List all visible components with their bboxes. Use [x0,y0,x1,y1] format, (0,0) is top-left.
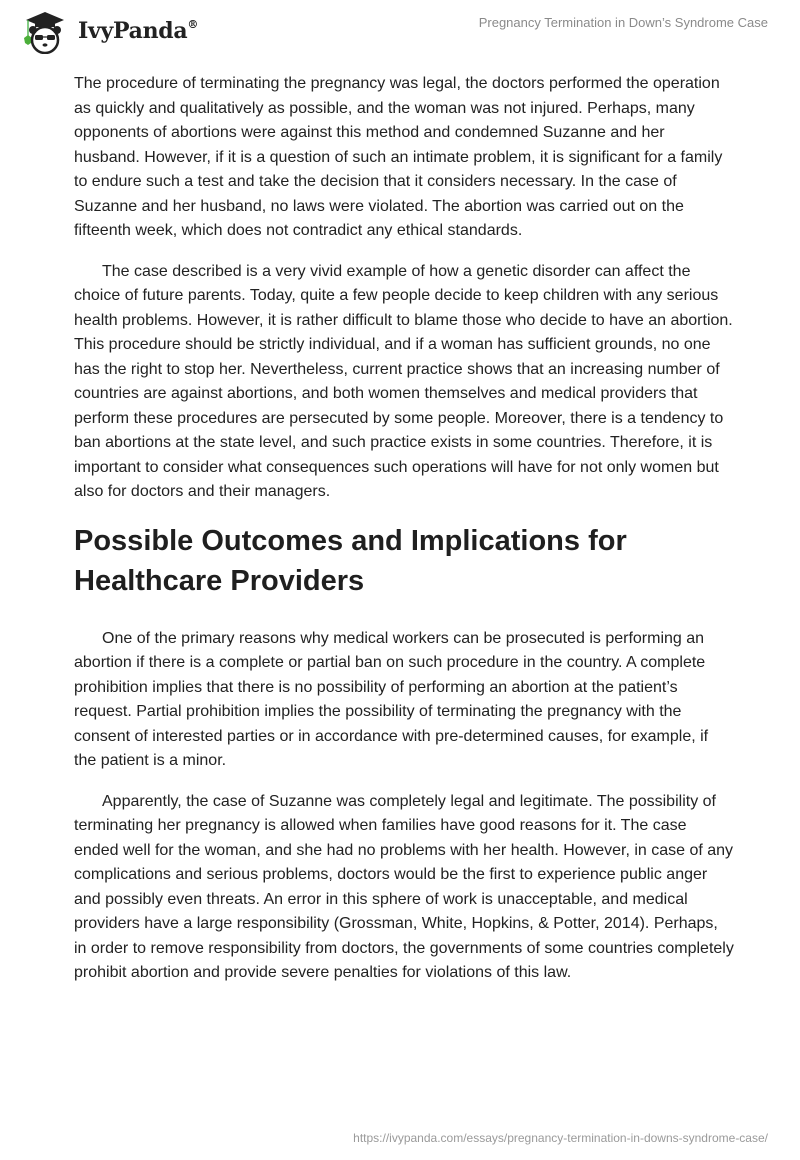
paragraph: Apparently, the case of Suzanne was completely legal and legitimate. The possibility of terminating her pregnancy is allowed when families have good reasons for it. The case ended well for the woman, and she had no problems with her health. However, in case of any complications and serious problems, doctors would be the first to experience public anger and possibly even threats. An error in this sphere of work is unacceptable, and medical providers have a large responsibility (Grossman, White, Hopkins, & Potter, 2014). Perhaps, in order to remove responsibility from doctors, the governments of some countries completely prohibit abortion and provide severe penalties for violations of this law. [74,792,734,981]
essay-body [74,72,734,1002]
section-heading: Possible Outcomes and Implications for Healthcare Providers [74,524,627,597]
panda-graduate-icon [18,8,72,54]
document-title: Pregnancy Termination in Down’s Syndrome Case [478,15,768,30]
page-header [0,0,800,60]
source-url[interactable]: https://ivypanda.com/essays/pregnancy-termination-in-downs-syndrome-case/ [353,1131,768,1145]
logo-text: IvyPanda® [78,17,199,44]
paragraph: One of the primary reasons why medical workers can be prosecuted is performing an abortion if there is a complete or partial ban on such procedure in the country. A complete prohibition implies that there is no possibility of performing an abortion at the patient’s request. Partial prohibition implies the possibility of terminating the pregnancy with the consent of interested parties or in accordance with pre-determined causes, for example, if the patient is a minor. [74,629,709,769]
ivypanda-logo[interactable] [18,8,198,54]
paragraph: The case described is a very vivid example of how a genetic disorder can affect the choice of future parents. Today, quite a few people decide to keep children with any serious health problems. However, it is rather difficult to blame those who decide to have an abortion. This procedure should be strictly individual, and if a woman has sufficient grounds, no one has the right to stop her. Nevertheless, current practice shows that an increasing number of countries are against abortions, and both women themselves and medical providers that perform these procedures are persecuted by some people. Moreover, there is a tendency to ban abortions at the state level, and such practice exists in some countries. Therefore, it is important to consider what consequences such operations will have for not only women but also for doctors and their managers. [74,262,733,500]
paragraph: The procedure of terminating the pregnancy was legal, the doctors performed the operation as quickly and qualitatively as possible, and the woman was not injured. Perhaps, many opponents of abortions were against this method and condemned Suzanne and her husband. However, if it is a question of such an intimate problem, it is significant for a family to endure such a test and take the decision that it considers necessary. In the case of Suzanne and her husband, no laws were violated. The abortion was carried out on the fifteenth week, which does not contradict any ethical standards. [74,75,723,239]
